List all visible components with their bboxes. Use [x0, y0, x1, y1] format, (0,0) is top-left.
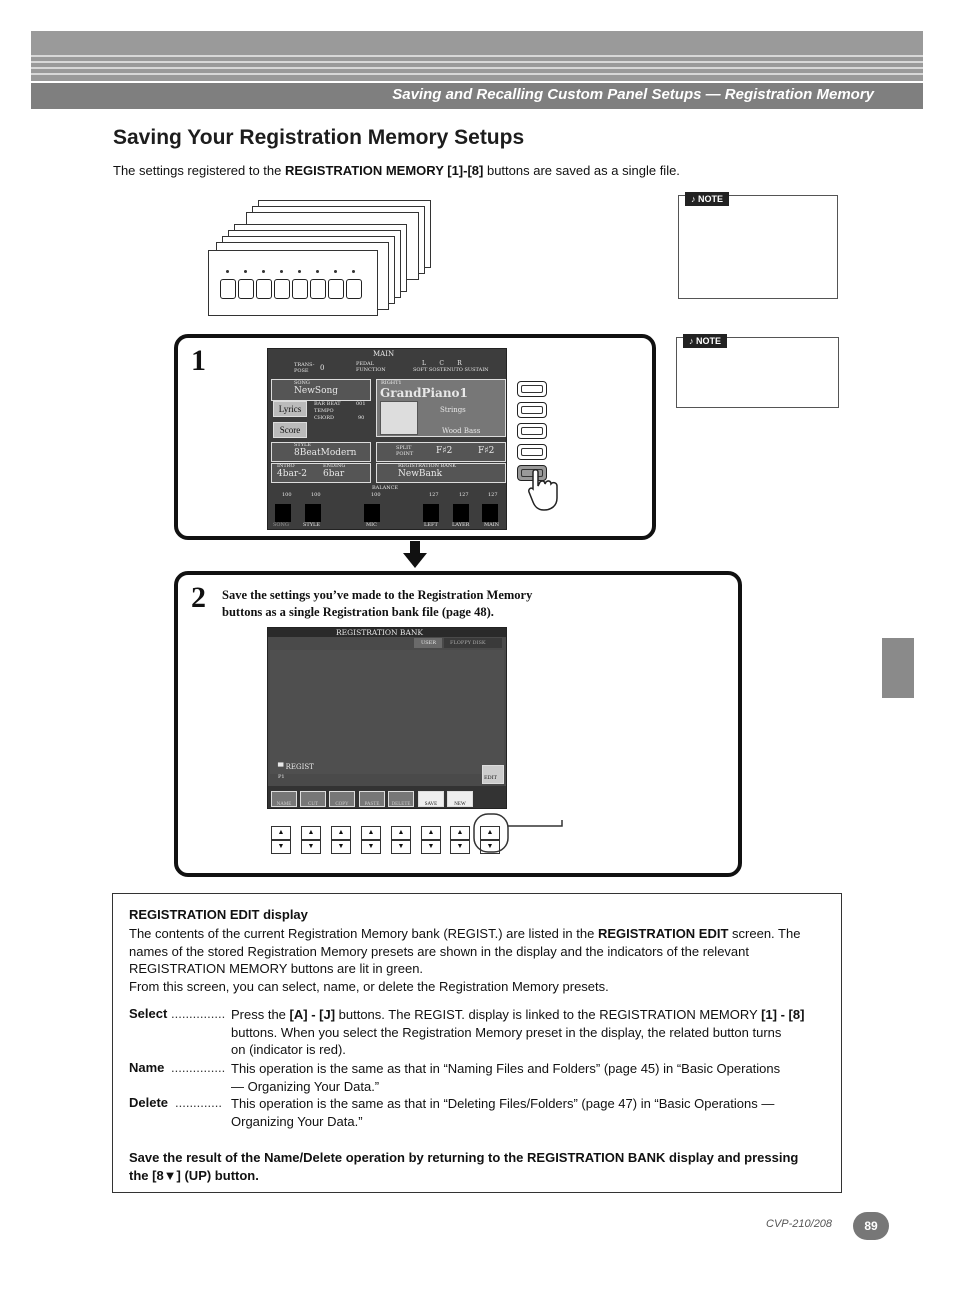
up-arrow-icon[interactable]: ▲	[421, 826, 441, 840]
display-title: REGISTRATION BANK	[336, 628, 424, 637]
file-list-area[interactable]	[270, 650, 504, 774]
piano-image	[380, 401, 418, 435]
updown-button-7[interactable]	[450, 826, 470, 854]
down-arrow-icon[interactable]: ▼	[391, 840, 411, 854]
voice-name: GrandPiano1	[380, 386, 468, 400]
updown-button-1[interactable]	[271, 826, 291, 854]
pedal-positions: L C R	[422, 360, 462, 367]
balance-slider[interactable]	[423, 504, 439, 522]
balance-value: 100	[311, 492, 321, 498]
up-arrow-icon[interactable]: ▲	[331, 826, 351, 840]
balance-slider[interactable]	[453, 504, 469, 522]
menu-new[interactable]: NEW	[447, 791, 473, 807]
balance-label: BALANCE	[372, 485, 399, 491]
split-value-2: F♯2	[478, 446, 495, 456]
panel-button-i[interactable]	[517, 444, 547, 460]
balance-name: LEFT	[424, 522, 438, 528]
ending-value: 6bar	[323, 469, 345, 479]
main-display	[267, 348, 507, 530]
balance-slider[interactable]	[364, 504, 380, 522]
up-arrow-icon[interactable]: ▲	[480, 826, 500, 840]
select-description: Press the [A] - [J] buttons. The REGIST. display is linked to the REGISTRATION MEMORY [1] - [8] buttons. When you select the Registration Memory preset in the display, the related button turns on (indicator is red).	[231, 1007, 805, 1057]
balance-name: STYLE	[303, 522, 321, 528]
menu-save[interactable]: SAVE	[418, 791, 444, 807]
tab-floppy-label: FLOPPY DISK	[450, 640, 486, 646]
section-title: Saving and Recalling Custom Panel Setups — Registration Memory	[392, 86, 874, 103]
pedal-label: PEDAL FUNCTION	[356, 361, 386, 373]
page-title: Saving Your Registration Memory Setups	[113, 126, 525, 149]
balance-name: MAIN	[484, 522, 500, 528]
bar-value: 001	[356, 401, 366, 407]
down-arrow-icon[interactable]: ▼	[271, 840, 291, 854]
layer-voice-name: Strings	[440, 406, 466, 414]
regist-bank-value: NewBank	[398, 469, 443, 479]
song-label: SONG	[294, 380, 310, 386]
balance-name: MIC	[366, 522, 377, 528]
up-arrow-icon[interactable]: ▲	[271, 826, 291, 840]
updown-button-6[interactable]	[421, 826, 441, 854]
balance-name: SONG	[273, 522, 289, 528]
up-arrow-icon[interactable]: ▲	[301, 826, 321, 840]
down-arrow-icon[interactable]: ▼	[480, 840, 500, 854]
balance-value: 100	[282, 492, 292, 498]
name-description: This operation is the same as that in “Naming Files and Folders” (page 45) in “Basic Operations — Organizing Your Data.”	[231, 1061, 781, 1094]
registration-memory-panel	[208, 250, 378, 316]
menu-copy[interactable]: COPY	[329, 791, 355, 807]
balance-slider[interactable]	[305, 504, 321, 522]
balance-value: 127	[429, 492, 439, 498]
ending-label: ENDING	[323, 463, 346, 469]
select-label: Select	[129, 1006, 168, 1021]
up-arrow-icon[interactable]: ▲	[391, 826, 411, 840]
balance-slider[interactable]	[275, 504, 291, 522]
step-2-instruction: Save the settings you’ve made to the Registration Memory buttons as a single Registration bank file (page 48).	[222, 588, 533, 619]
down-arrow-icon[interactable]: ▼	[421, 840, 441, 854]
step-1-number: 1	[191, 344, 206, 377]
menu-name[interactable]: NAME	[271, 791, 297, 807]
delete-dots: .............	[175, 1095, 222, 1110]
model-name: CVP-210/208	[766, 1218, 833, 1230]
registration-bank-display	[267, 627, 507, 809]
folder-icon: ▀	[278, 763, 284, 771]
panel-button-g[interactable]	[517, 402, 547, 418]
name-dots: ...............	[171, 1060, 226, 1075]
header-band	[31, 31, 923, 81]
step-2-number: 2	[191, 581, 206, 614]
delete-label: Delete	[129, 1095, 169, 1110]
regist-bank-label: REGISTRATION BANK	[398, 463, 457, 469]
left-voice-name: Wood Bass	[442, 427, 481, 435]
balance-name: LAYER	[452, 522, 470, 528]
style-name: 8BeatModern	[294, 448, 357, 458]
balance-value: 100	[371, 492, 381, 498]
updown-button-5[interactable]	[391, 826, 411, 854]
balance-slider[interactable]	[482, 504, 498, 522]
score-button[interactable]: Score	[273, 422, 307, 438]
transpose-label: TRANS-POSE	[294, 362, 315, 374]
intro-text: The settings registered to the REGISTRATION MEMORY [1]-[8] buttons are saved as a single file.	[113, 163, 680, 178]
highlight-callout	[470, 810, 566, 858]
note-badge: ♪ NOTE	[685, 192, 729, 206]
down-arrow-icon[interactable]: ▼	[301, 840, 321, 854]
intro-label: INTRO	[277, 463, 295, 469]
note-box-2	[676, 337, 839, 408]
updown-button-4[interactable]	[361, 826, 381, 854]
transpose-value: 0	[320, 364, 325, 372]
up-arrow-icon[interactable]: ▲	[450, 826, 470, 840]
name-label: Name	[129, 1060, 165, 1075]
split-value-1: F♯2	[436, 446, 453, 456]
info-paragraph-1: The contents of the current Registration Memory bank (REGIST.) are listed in the REGISTRATION EDIT screen. The names of the stored Registration Memory presets are shown in the display and the indicators of the relevant REGISTRATION MEMORY buttons are lit in green. From this screen, you can select, name, or delete the Registration Memory presets.	[129, 926, 801, 994]
pedal-functions: SOFT SOSTENUTO SUSTAIN	[413, 367, 489, 373]
down-arrow-icon[interactable]: ▼	[361, 840, 381, 854]
page-label: P1	[278, 774, 285, 780]
registration-bank-illustration	[206, 198, 432, 316]
delete-description: This operation is the same as that in “Deleting Files/Folders” (page 47) in “Basic Operations — Organizing Your Data.”	[231, 1096, 775, 1129]
style-label: STYLE	[294, 442, 312, 448]
edit-label: EDIT	[484, 775, 497, 781]
final-instruction: Save the result of the Name/Delete operation by returning to the REGISTRATION BANK display and pressing the [8▼] (UP) button.	[129, 1150, 799, 1183]
updown-button-2[interactable]	[301, 826, 321, 854]
pointing-hand-icon	[527, 468, 563, 512]
balance-value: 127	[459, 492, 469, 498]
select-dots: ...............	[171, 1006, 226, 1021]
note-badge: ♪ NOTE	[683, 334, 727, 348]
intro-value: 4bar-2	[277, 469, 307, 479]
note-box-1	[678, 195, 838, 299]
info-heading: REGISTRATION EDIT display	[129, 907, 308, 922]
menu-delete[interactable]: DELETE	[388, 791, 414, 807]
panel-button-f[interactable]	[517, 381, 547, 397]
down-arrow-icon[interactable]: ▼	[450, 840, 470, 854]
split-label: SPLIT POINT	[396, 445, 414, 457]
voice-part-label: RIGHT1	[381, 380, 402, 386]
display-title: MAIN	[373, 350, 395, 358]
tempo-value: 90	[358, 415, 365, 421]
menu-cut[interactable]: CUT	[300, 791, 326, 807]
balance-value: 127	[488, 492, 498, 498]
lyrics-button[interactable]: Lyrics	[273, 401, 307, 417]
song-name: NewSong	[294, 386, 339, 396]
tab-user-label: USER	[421, 640, 437, 646]
bar-labels: BAR BEAT TEMPO CHORD	[314, 401, 341, 421]
down-arrow-icon[interactable]: ▼	[331, 840, 351, 854]
down-arrow-icon	[402, 541, 428, 569]
panel-button-h[interactable]	[517, 423, 547, 439]
page-number: 89	[853, 1212, 889, 1240]
up-arrow-icon[interactable]: ▲	[361, 826, 381, 840]
updown-button-3[interactable]	[331, 826, 351, 854]
folder-indicator: ▀ REGIST	[278, 763, 314, 771]
menu-paste[interactable]: PASTE	[359, 791, 385, 807]
chapter-tab	[882, 638, 914, 698]
